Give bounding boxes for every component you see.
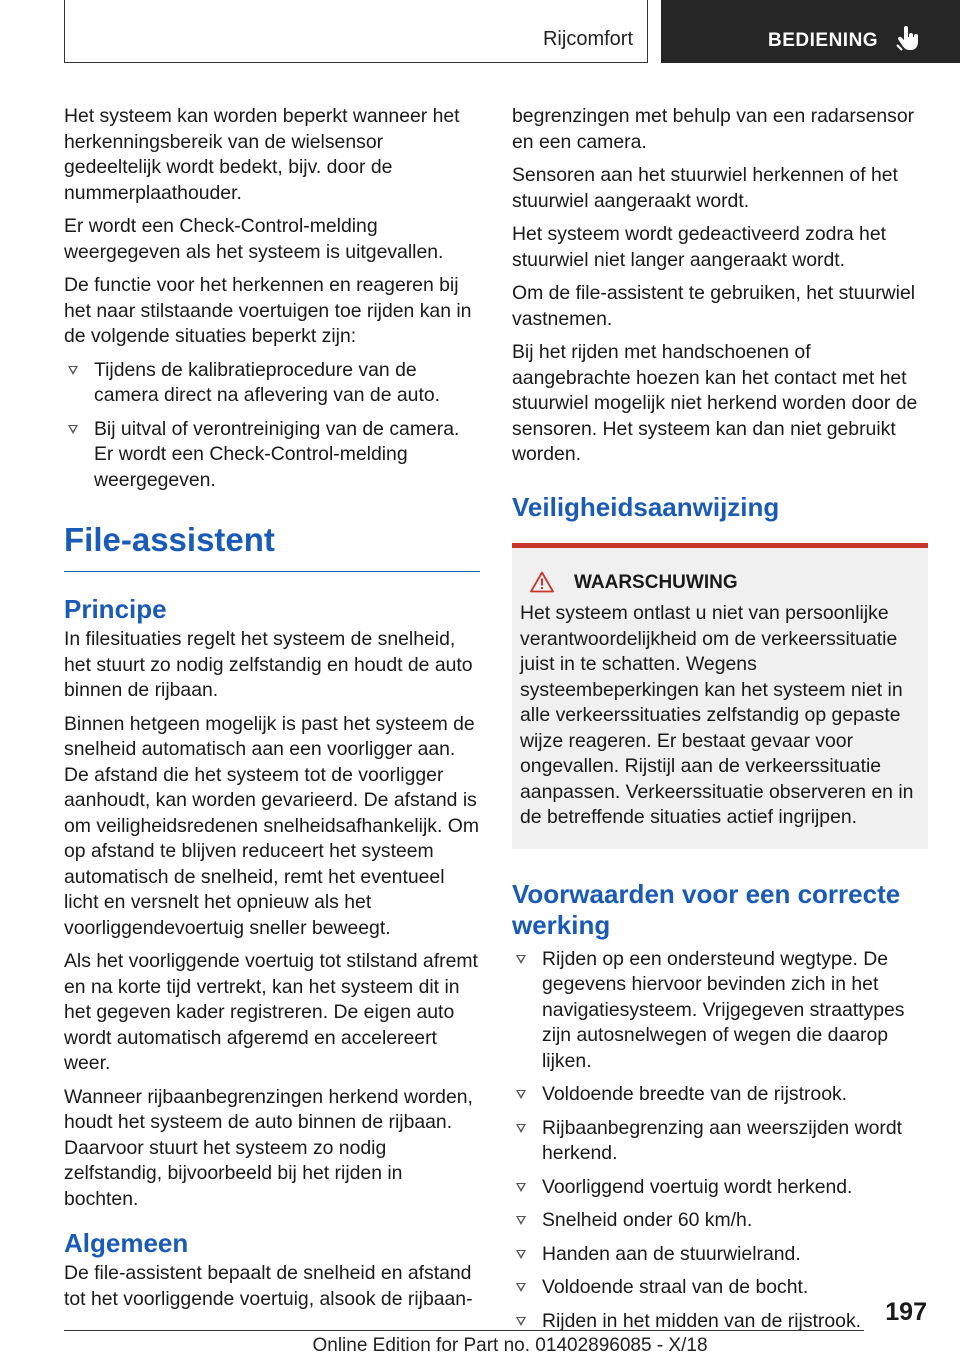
triangle-bullet-icon: [516, 1124, 526, 1133]
list-item: Voldoende breedte van de rijstrook.: [512, 1082, 928, 1108]
list-item: Voorliggend voertuig wordt herkend.: [512, 1175, 928, 1201]
triangle-bullet-icon: [516, 1183, 526, 1192]
right-column: [512, 104, 928, 1342]
list-item: Tijdens de kalibratieprocedure van de camera direct na aflevering van de auto.: [64, 358, 480, 409]
warning-triangle-icon: [530, 571, 554, 593]
paragraph: Om de file-assistent te gebruiken, het stuurwiel vastnemen.: [512, 282, 916, 330]
footer-edition: Online Edition for Part no. 01402896085 - X/18: [312, 1335, 708, 1356]
subheading-veiligheid: Veiligheidsaanwijzing: [512, 491, 780, 522]
paragraph: Het systeem wordt gedeactiveerd zodra het stuurwiel niet langer aangeraakt wordt.: [512, 223, 886, 271]
chapter-title: BEDIENING: [768, 30, 879, 51]
warning-text: Het systeem ontlast u niet van persoonlijke verantwoordelijkheid om de verkeerssituatie juist in te schatten. Wegens systeembeperkingen kan het systeem niet in alle verkeerssituaties zelfstandig op gepaste wijze reageren. Er bestaat gevaar voor ongevallen. Rijstijl aan de verkeerssituatie aanpassen. Verkeerssituatie observeren en in de betreffende situaties actief ingrijpen.: [520, 602, 914, 828]
paragraph: begrenzingen met behulp van een radarsensor en een camera.: [512, 105, 915, 153]
paragraph: Bij het rijden met handschoenen of aangebrachte hoezen kan het contact met het stuurwiel mogelijk niet herkend worden door de sensoren. Het systeem kan dan niet gebruikt worden.: [512, 341, 918, 465]
bullet-list: [512, 947, 928, 1335]
page-number: 197: [885, 1298, 927, 1326]
list-item: Rijbaanbegrenzing aan weerszijden wordt herkend.: [512, 1116, 928, 1167]
left-column: [64, 104, 480, 1320]
hand-pointer-icon: [895, 25, 923, 53]
triangle-bullet-icon: [516, 1250, 526, 1259]
list-item: Rijden op een ondersteund wegtype. De gegevens hiervoor bevinden zich in het navigatiesysteem. Vrijgegeven straattypes zijn autosnelwegen of wegen die daarop lijken.: [512, 947, 928, 1075]
header-chapter-box: [661, 0, 960, 63]
triangle-bullet-icon: [516, 955, 526, 964]
paragraph: De file-assistent bepaalt de snelheid en afstand tot het voorliggende voertuig, alsook de rijbaan-: [64, 1262, 473, 1310]
paragraph: Het systeem kan worden beperkt wanneer het herkenningsbereik van de wielsensor gedeeltelijk wordt bedekt, bijv. door de nummerplaathouder.: [64, 105, 460, 204]
triangle-bullet-icon: [516, 1283, 526, 1292]
triangle-bullet-icon: [516, 1216, 526, 1225]
triangle-bullet-icon: [68, 425, 78, 434]
list-item: Voldoende straal van de bocht.: [512, 1275, 928, 1301]
paragraph: Wanneer rijbaanbegrenzingen herkend worden, houdt het systeem de auto binnen de rijbaan. Daarvoor stuurt het systeem zo nodig zelfstandig, bijvoorbeeld bij het rijden in bochten.: [64, 1085, 473, 1210]
warning-box: [512, 543, 928, 849]
main-heading: File-assistent: [64, 521, 480, 572]
footer-divider: [64, 1330, 864, 1331]
paragraph: De functie voor het herkennen en reageren bij het naar stilstaande voertuigen toe rijden kan in de volgende situaties beperkt zijn:: [64, 274, 472, 347]
paragraph: Er wordt een Check-Control-melding weergegeven als het systeem is uitgevallen.: [64, 215, 444, 263]
header-section-box: [64, 0, 648, 63]
section-title: Rijcomfort: [542, 28, 633, 50]
list-item: Handen aan de stuurwielrand.: [512, 1242, 928, 1268]
paragraph: Sensoren aan het stuurwiel herkennen of het stuurwiel aangeraakt wordt.: [512, 164, 898, 212]
triangle-bullet-icon: [516, 1090, 526, 1099]
warning-title: WAARSCHUWING: [520, 570, 920, 596]
list-item: Bij uitval of verontreiniging van de camera. Er wordt een Check-Control-melding weergegeven.: [64, 417, 480, 494]
paragraph: Binnen hetgeen mogelijk is past het systeem de snelheid automatisch aan een voorligger aan. De afstand die het systeem tot de voorligger aanhoudt, kan worden gevarieerd. De afstand is om veiligheidsredenen snelheidsafhankelijk. Om op afstand te blijven reduceert het systeem automatisch de snelheid, remt het eventueel licht en versnelt het opnieuw als het voorliggendevoertuig sneller beweegt.: [64, 712, 479, 939]
paragraph: Als het voorliggende voertuig tot stilstand afremt en na korte tijd vertrekt, kan het systeem dit in het gegeven kader registreren. De eigen auto wordt automatisch afgeremd en accelereert weer.: [64, 950, 478, 1074]
list-item: Snelheid onder 60 km/h.: [512, 1208, 928, 1234]
bullet-list: [64, 358, 480, 494]
paragraph: In filesituaties regelt het systeem de snelheid, het stuurt zo nodig zelfstandig en houdt de auto binnen de rijbaan.: [64, 628, 473, 701]
triangle-bullet-icon: [68, 366, 78, 375]
subheading-principe: Principe: [64, 594, 167, 624]
list-item: Rijden in het midden van de rijstrook.: [512, 1309, 928, 1335]
triangle-bullet-icon: [516, 1317, 526, 1326]
subheading-algemeen: Algemeen: [64, 1228, 189, 1258]
subheading-voorwaarden: Voorwaarden voor een correcte werking: [512, 878, 901, 940]
